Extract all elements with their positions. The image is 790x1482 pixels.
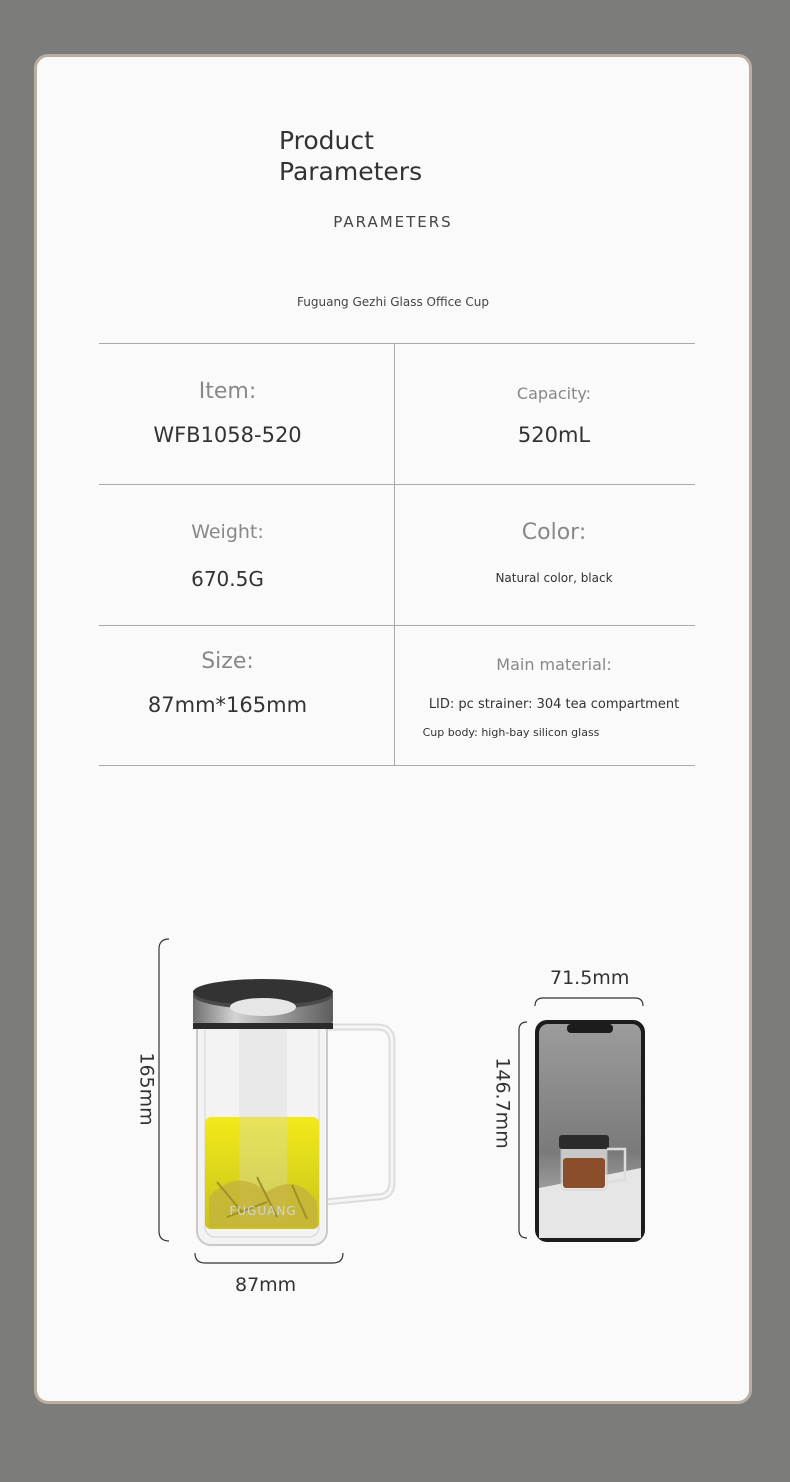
table-divider bbox=[99, 343, 695, 344]
section-subtitle: PARAMETERS bbox=[333, 213, 453, 231]
phone-illustration bbox=[507, 992, 657, 1242]
parameters-card bbox=[34, 54, 752, 1404]
cup-illustration bbox=[147, 927, 417, 1267]
phone-height-label: 146.7mm bbox=[491, 1057, 514, 1149]
weight-value: 670.5G bbox=[191, 567, 264, 591]
table-divider bbox=[99, 625, 695, 626]
table-divider bbox=[99, 484, 695, 485]
capacity-label: Capacity: bbox=[516, 384, 592, 403]
capacity-value: 520mL bbox=[517, 423, 591, 447]
phone-width-label: 71.5mm bbox=[550, 967, 630, 989]
size-label: Size: bbox=[201, 649, 254, 674]
size-value: 87mm*165mm bbox=[147, 693, 308, 717]
material-body-text: Cup body: high-bay silicon glass bbox=[422, 726, 600, 739]
title-line-1: Product bbox=[279, 126, 374, 155]
color-label: Color: bbox=[521, 520, 587, 545]
item-label: Item: bbox=[198, 379, 257, 404]
spec-table bbox=[99, 343, 695, 766]
cup-brand-text: FUGUANG bbox=[229, 1204, 297, 1218]
weight-label: Weight: bbox=[191, 521, 264, 543]
title-line-2: Parameters bbox=[279, 157, 423, 186]
table-column-divider bbox=[394, 343, 395, 766]
item-value: WFB1058-520 bbox=[153, 423, 302, 447]
table-divider bbox=[99, 765, 695, 766]
material-label: Main material: bbox=[496, 655, 612, 674]
cup-width-label: 87mm bbox=[235, 1274, 297, 1296]
page-title bbox=[279, 125, 422, 187]
cup-height-label: 165mm bbox=[135, 1052, 158, 1126]
product-name: Fuguang Gezhi Glass Office Cup bbox=[297, 295, 489, 309]
material-lid-text: LID: pc strainer: 304 tea compartment bbox=[428, 697, 680, 712]
color-value: Natural color, black bbox=[495, 571, 613, 585]
